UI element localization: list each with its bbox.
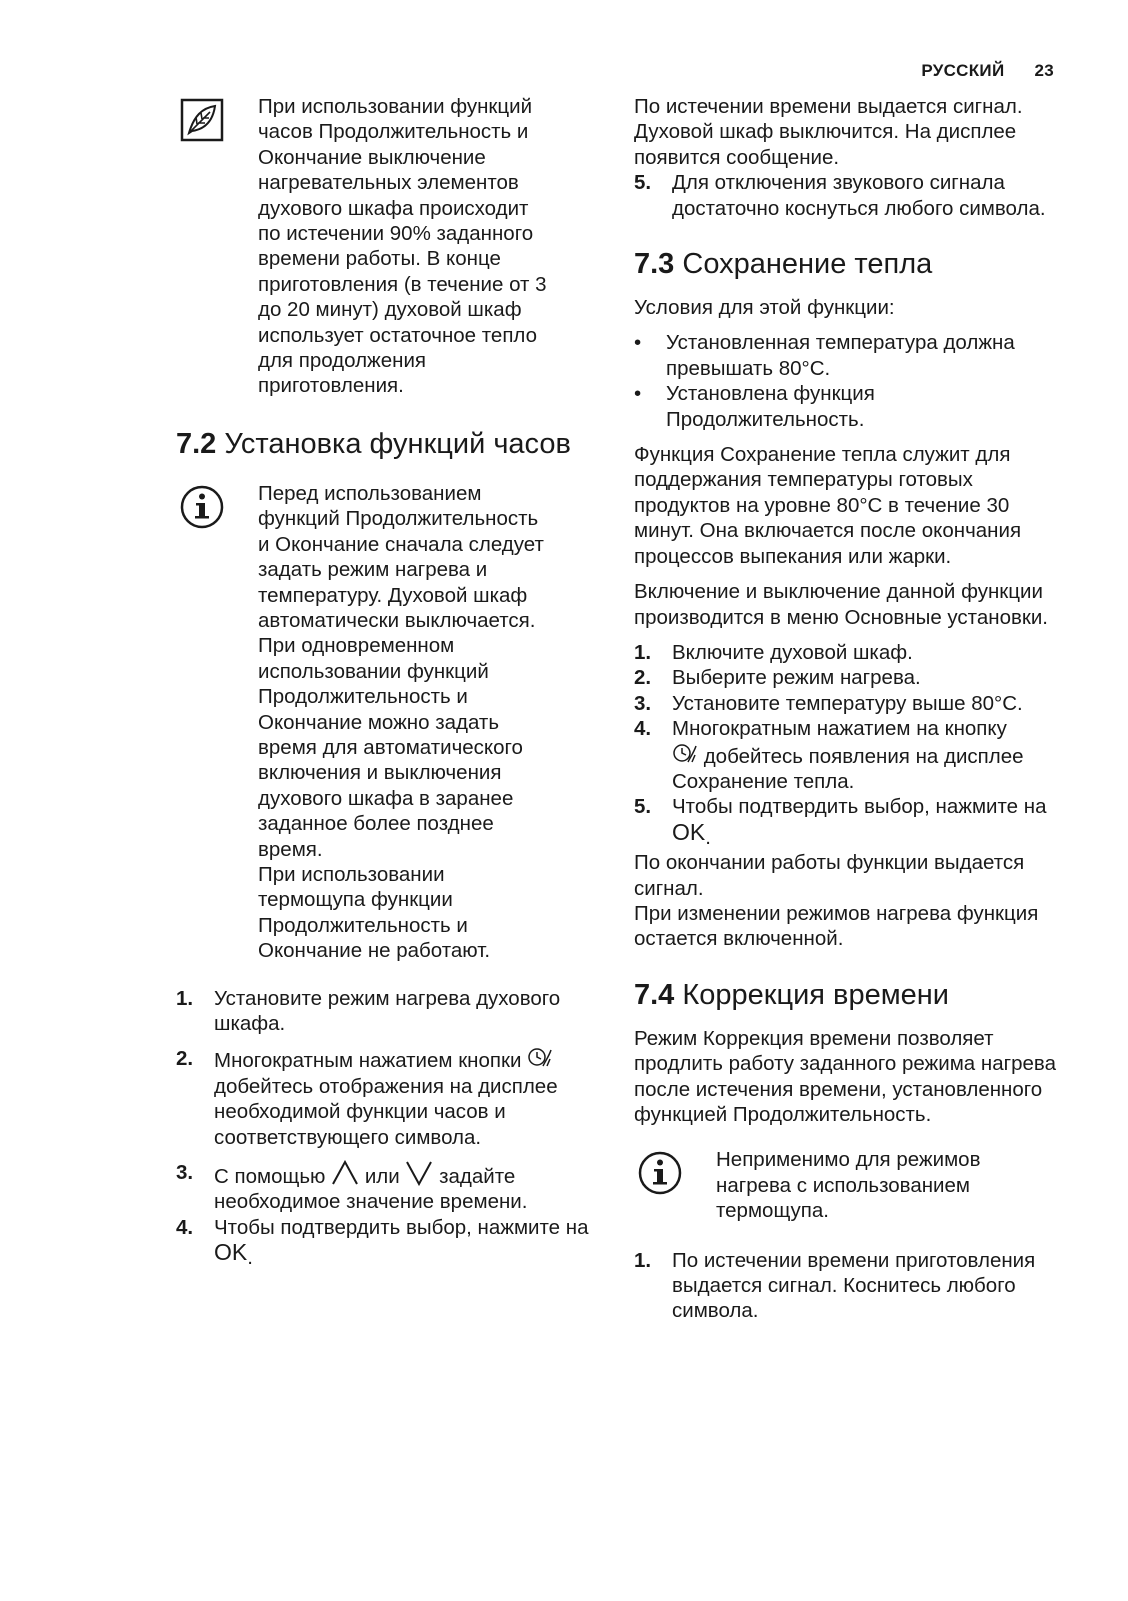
section-7-2-heading [176,427,596,461]
list-item: • Установлена функция Продолжительность. [634,382,875,431]
list-item: 3. Установите температуру выше 80°C. [634,691,1023,715]
section-number: 7.4 [634,978,675,1011]
clock-function-icon [527,1046,553,1070]
page-number: 23 [1034,61,1054,80]
list-item: 2. Выберите режим нагрева. [634,666,921,690]
paragraph: При изменении режимов нагрева функция остается включенной. [634,901,1039,951]
list-item: 2. Многократным нажатием кнопки добейтесь отображения на дисплее необходимой функции часов и соответствующего символа. [176,1047,558,1149]
section-number: 7.3 [634,248,675,281]
arrow-down-icon [405,1160,433,1186]
list-item: 1. По истечении времени приготовления выдается сигнал. Коснитесь любого символа. [634,1248,1036,1323]
right-column [634,94,1064,1324]
clock-function-icon [672,742,698,766]
eco-note-text: При использовании функций часов Продолжительность и Окончание выключение нагревательных элементов духового шкафа происходит по истечении 90% заданного времени работы. В конце приготовления (в течение от 3 до 20 минут) духовой шкаф использует остаточное тепло для продолжения приготовления. [258,95,547,398]
steps-7-3 [634,640,1064,850]
paragraph: Включение и выключение данной функции производится в меню Основные установки. [634,580,1048,629]
ok-symbol: OK [672,818,706,845]
section-7-4-heading [634,978,1064,1012]
section-title: Сохранение тепла [682,248,933,281]
leaf-icon [180,98,224,142]
arrow-up-icon [331,1160,359,1186]
steps-7-4 [634,1248,1064,1324]
steps-7-2 [176,986,596,1271]
left-column [176,94,596,1271]
list-item: 4. Многократным нажатием на кнопку добейтесь появления на дисплее Сохранение тепла. [634,717,1024,793]
conditions-list [634,330,1064,432]
info-note [176,481,548,964]
ok-symbol: OK [214,1239,248,1266]
section-number: 7.2 [176,427,217,460]
paragraph: Функция Сохранение тепла служит для поддержания температуры готовых продуктов на уровне 80°C в течение 30 минут. Она включается после окончания процессов выпекания или жарки. [634,443,1022,568]
conditions-intro: Условия для этой функции: [634,296,895,320]
paragraph: Режим Коррекция времени позволяет продлить работу заданного режима нагрева после истечения времени, установленного функцией Продолжительность. [634,1026,1056,1126]
info-text-1: Перед использованием функций Продолжительность и Окончание сначала следует задать режим нагрева и температуру. Духовой шкаф автоматически выключается. [258,481,544,632]
list-item: 4. Чтобы подтвердить выбор, нажмите на OK. [176,1215,589,1270]
step-5-list [634,170,1064,221]
list-item: 1. Включите духовой шкаф. [634,640,913,664]
info-icon [180,485,224,529]
section-title: Установка функций часов [224,427,571,460]
info-icon [638,1151,682,1195]
language-label: РУССКИЙ [921,61,1005,80]
list-item: 3. С помощью или задайте необходимое значение времени. [176,1161,528,1214]
list-item: • Установленная температура должна превышать 80°C. [634,331,1015,380]
continuation-text: По истечении времени выдается сигнал. Духовой шкаф выключится. На дисплее появится сообщение. [634,95,1023,169]
info-text-3: При использовании термощупа функции Продолжительность и Окончание не работают. [258,862,491,963]
list-item: 5. Для отключения звукового сигнала достаточно коснуться любого символа. [634,171,1046,220]
section-7-3-heading [634,247,1064,281]
list-item: 5. Чтобы подтвердить выбор, нажмите на OK. [634,795,1047,849]
list-item: 1. Установите режим нагрева духового шкафа. [176,986,561,1035]
section-title: Коррекция времени [682,978,949,1011]
paragraph: По окончании работы функции выдается сигнал. [634,851,1025,900]
info-text-2: При одновременном использовании функций Продолжительность и Окончание можно задать время для автоматического включения и выключения духового шкафа в заранее заданное более позднее время. [258,634,523,861]
page-header [921,58,1054,83]
eco-note [176,94,548,399]
info-text: Неприменимо для режимов нагрева с использованием термощупа. [716,1148,981,1223]
info-note [634,1147,1006,1223]
